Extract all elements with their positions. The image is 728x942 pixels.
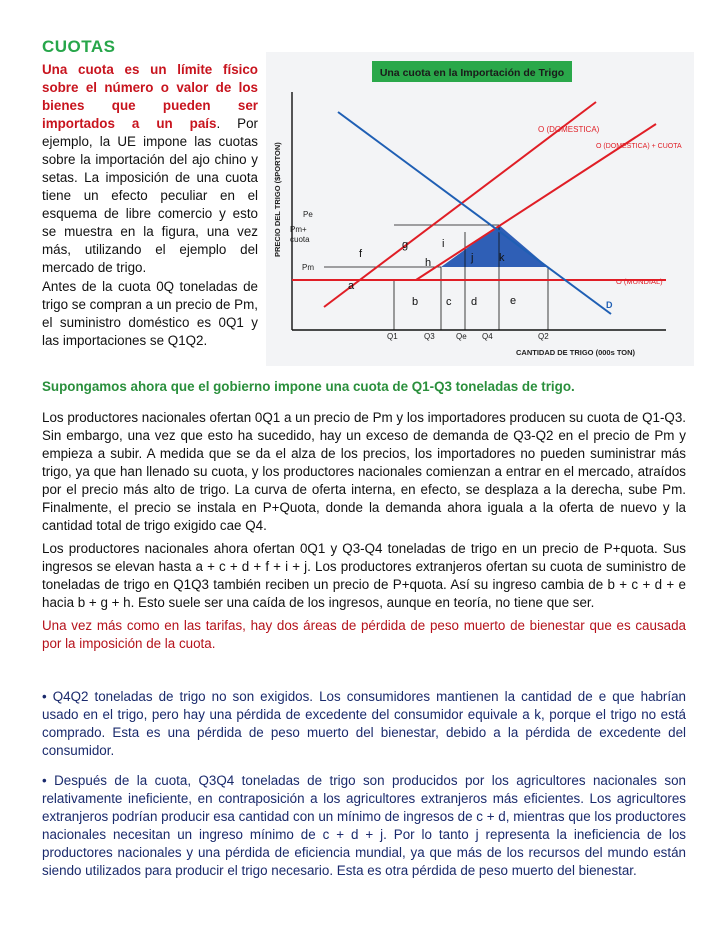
quota-definition: Una cuota es un límite físico sobre el número o valor de los bienes que pueden ser importados a un país xyxy=(42,62,258,131)
intro-paragraph xyxy=(42,61,258,277)
domestic-supply-label: O (DOMESTICA) xyxy=(538,125,600,134)
paragraph-deadweight-intro: Una vez más como en las tarifas, hay dos áreas de pérdida de peso muerto de bienestar que es causada por la imposición de la cuota. xyxy=(42,618,686,651)
area-h-label: h xyxy=(425,257,432,269)
y-axis-label: PRECIO DEL TRIGO ($PORTON) xyxy=(273,142,282,257)
demand-label: D xyxy=(606,300,613,310)
figure-title: Una cuota en la Importación de Trigo xyxy=(379,67,565,79)
paragraph-2: Los productores nacionales ahora ofertan 0Q1 y Q3-Q4 toneladas de trigo en un precio de P+quota. Sus ingresos se elevan hasta a + c + d + f + i + j. Los productores extranjeros ofertan su cuota de suministro de toneladas de trigo en Q1Q3 también reciben un precio de P+quota. Así su ingreso cambia de b + c + d + e hacia b + g + h. Esto suele ser una caída de los ingresos, aunque en teoría, no tiene que ser. xyxy=(42,541,686,610)
quota-figure xyxy=(266,52,694,366)
area-b-label: b xyxy=(412,296,419,308)
q1-label: Q1 xyxy=(387,332,398,341)
world-supply-label: O (MUNDIAL) xyxy=(616,277,663,286)
area-a-label: a xyxy=(348,280,355,292)
q2-label: Q2 xyxy=(538,332,549,341)
price-pmq-label-1: Pm+ xyxy=(290,225,307,234)
qe-label: Qe xyxy=(456,332,467,341)
bullet-q3q4: • Después de la cuota, Q3Q4 toneladas de trigo son producidos por los agricultores nacionales son relativamente ineficiente, en contraposición a los agricultores extranjeros más eficientes. Los agricultores extranjeros podrían producir esa cantidad con un mínimo de ingresos de c + d, mientras que los productores nacionales necesitan un ingreso mínimo de c + d + j. Por lo tanto j representa la ineficiencia de los productores nacionales y una pérdida de eficiencia mundial, ya que más de los recursos del mundo están siendo utilizados para producir el trigo necesario. Esta es otra pérdida de peso muerto del bienestar. xyxy=(42,773,686,878)
x-axis-label: CANTIDAD DE TRIGO (000s TON) xyxy=(516,348,636,357)
before-quota-paragraph: Antes de la cuota 0Q toneladas de trigo se compran a un precio de Pm, el suministro doméstico es 0Q1 y las importaciones se Q1Q2. xyxy=(42,279,258,348)
area-i-label: i xyxy=(442,238,445,250)
area-d-label: d xyxy=(471,296,478,308)
assumption-heading: Supongamos ahora que el gobierno impone una cuota de Q1-Q3 toneladas de trigo. xyxy=(42,379,575,394)
price-pmq-label-2: cuota xyxy=(290,235,310,244)
area-f-label: f xyxy=(359,248,363,260)
bullet-q4q2: • Q4Q2 toneladas de trigo no son exigidos. Los consumidores mantienen la cantidad de e que habrían usado en el trigo, pero hay una pérdida de excedente del consumidor equivale a k, porque el trigo no está comprado. Esta es una pérdida de peso muerto del bienestar, debido a la pérdida de excedente del consumidor. xyxy=(42,689,686,758)
q3-label: Q3 xyxy=(424,332,435,341)
area-c-label: c xyxy=(446,296,452,308)
figure-background xyxy=(266,52,694,366)
area-j-label: j xyxy=(471,252,474,264)
area-k-label: k xyxy=(499,252,505,264)
q4-label: Q4 xyxy=(482,332,493,341)
intro-text: . Por ejemplo, la UE impone las cuotas sobre la importación del ajo chino y setas. La imposición de una cuota tiene un efecto peculiar en el esquema de libre comercio y esto se muestra en la figura, una vez más, utilizando el ejemplo del mercado de trigo. xyxy=(42,116,259,275)
page-title: CUOTAS xyxy=(42,37,116,56)
price-pm-label: Pm xyxy=(302,263,314,272)
area-g-label: g xyxy=(402,239,409,251)
domestic-quota-label: O (DOMESTICA) + CUOTA xyxy=(596,143,682,150)
paragraph-1: Los productores nacionales ofertan 0Q1 a un precio de Pm y los importadores producen su cuota de Q1-Q3. Sin embargo, una vez que esto ha sucedido, hay un exceso de demanda de Q3-Q2 en el precio de Pm y empieza a subir. A medida que se da el alza de los precios, los importadores no pueden suministrar más trigo, ya que han llenado su cuota, y los productores nacionales comienzan a entrar en el mercado, atraídos por el precio más alto de trigo. La curva de oferta interna, en efecto, se desplaza a la derecha, sube Pm. Finalmente, el precio se instala en P+Quota, donde la demanda ahora iguala a la oferta de nuevo y la cantidad total de trigo exigido cae Q4. xyxy=(42,410,686,533)
area-e-label: e xyxy=(510,295,517,307)
price-pe-label: Pe xyxy=(303,210,313,219)
